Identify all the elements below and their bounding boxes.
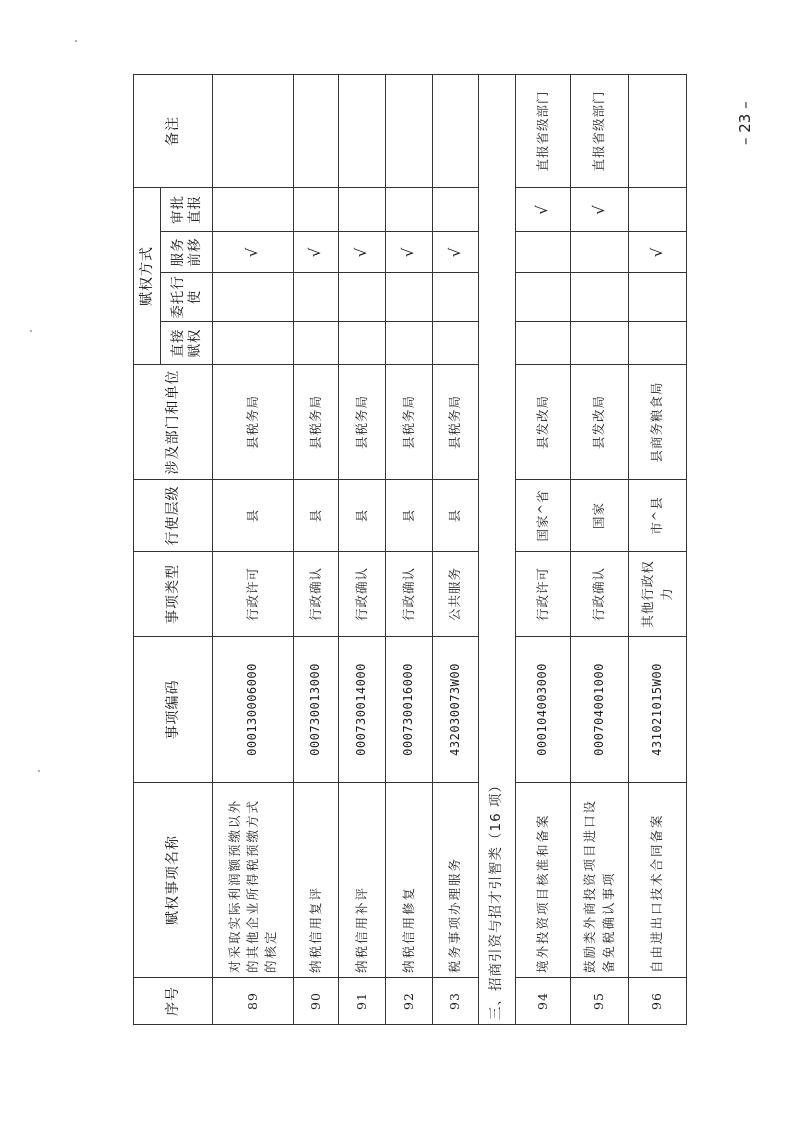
header-seq: 序号 <box>134 978 213 1025</box>
cell-name: 纳税信用补评 <box>339 783 386 978</box>
section-row <box>479 75 516 1025</box>
cell-code: 000730014000 <box>339 637 386 783</box>
cell-dept: 县发改局 <box>516 365 571 480</box>
cell-level: 县 <box>213 480 294 552</box>
cell-dept: 县发改局 <box>571 365 629 480</box>
cell-level: 县 <box>294 480 339 552</box>
cell-method-service: √ <box>629 232 687 273</box>
cell-name: 自由进出口技术合同备案 <box>629 783 687 978</box>
cell-type: 行政确认 <box>339 552 386 637</box>
cell-type: 公共服务 <box>433 552 479 637</box>
header-method-entrust: 委托行使 <box>161 273 213 322</box>
scan-speck <box>30 330 32 332</box>
cell-name: 纳税信用修复 <box>386 783 433 978</box>
cell-method-direct <box>294 322 339 365</box>
cell-level: 国家^省 <box>516 480 571 552</box>
cell-method-service <box>516 232 571 273</box>
cell-method-report <box>433 188 479 232</box>
cell-method-report <box>294 188 339 232</box>
table-row <box>629 75 687 1025</box>
cell-method-report <box>339 188 386 232</box>
cell-dept: 县税务局 <box>213 365 294 480</box>
cell-method-entrust <box>213 273 294 322</box>
page-number: – 23 – <box>736 101 754 145</box>
cell-method-entrust <box>516 273 571 322</box>
header-name: 赋权事项名称 <box>134 783 213 978</box>
cell-name: 纳税信用复评 <box>294 783 339 978</box>
cell-dept: 县商务粮食局 <box>629 365 687 480</box>
section-title: 三、招商引资与招才引智类（16 项） <box>479 75 516 1025</box>
cell-name: 鼓励类外商投资项目进口设备免税确认事项 <box>571 783 629 978</box>
cell-method-direct <box>339 322 386 365</box>
cell-code: 000730016000 <box>386 637 433 783</box>
cell-method-report: √ <box>571 188 629 232</box>
cell-remark <box>294 75 339 188</box>
cell-method-entrust <box>339 273 386 322</box>
cell-method-entrust <box>629 273 687 322</box>
table-row <box>386 75 433 1025</box>
cell-remark <box>629 75 687 188</box>
cell-method-report <box>213 188 294 232</box>
cell-method-direct <box>516 322 571 365</box>
cell-level: 县 <box>339 480 386 552</box>
cell-level: 县 <box>433 480 479 552</box>
cell-code: 000130006000 <box>213 637 294 783</box>
cell-name: 税务事项办理服务 <box>433 783 479 978</box>
cell-dept: 县税务局 <box>294 365 339 480</box>
cell-seq: 96 <box>629 978 687 1025</box>
cell-type: 其他行政权力 <box>629 552 687 637</box>
cell-type: 行政确认 <box>571 552 629 637</box>
cell-method-direct <box>213 322 294 365</box>
cell-code: 431021015W00 <box>629 637 687 783</box>
cell-method-service: √ <box>213 232 294 273</box>
cell-dept: 县税务局 <box>386 365 433 480</box>
table-row <box>339 75 386 1025</box>
cell-type: 行政确认 <box>386 552 433 637</box>
header-method-service: 服务前移 <box>161 232 213 273</box>
cell-type: 行政许可 <box>213 552 294 637</box>
cell-name: 境外投资项目核准和备案 <box>516 783 571 978</box>
cell-remark: 直报省级部门 <box>516 75 571 188</box>
empowerment-table <box>133 74 687 1025</box>
cell-method-entrust <box>294 273 339 322</box>
cell-remark <box>213 75 294 188</box>
cell-level: 县 <box>386 480 433 552</box>
cell-remark <box>433 75 479 188</box>
cell-remark: 直报省级部门 <box>571 75 629 188</box>
cell-seq: 94 <box>516 978 571 1025</box>
cell-method-entrust <box>571 273 629 322</box>
scan-speck <box>38 770 40 772</box>
header-code: 事项编码 <box>134 637 213 783</box>
cell-seq: 89 <box>213 978 294 1025</box>
rotated-table-sheet <box>133 75 686 1025</box>
header-type: 事项类型 <box>134 552 213 637</box>
cell-method-report <box>629 188 687 232</box>
cell-code: 000704001000 <box>571 637 629 783</box>
cell-level: 市^县 <box>629 480 687 552</box>
cell-code: 432030073W00 <box>433 637 479 783</box>
cell-method-service: √ <box>294 232 339 273</box>
cell-method-entrust <box>433 273 479 322</box>
cell-method-service: √ <box>386 232 433 273</box>
cell-remark <box>386 75 433 188</box>
header-remark: 备注 <box>134 75 213 188</box>
cell-dept: 县税务局 <box>433 365 479 480</box>
header-level: 行使层级 <box>134 480 213 552</box>
cell-seq: 95 <box>571 978 629 1025</box>
cell-code: 000104003000 <box>516 637 571 783</box>
cell-name: 对采取实际利润额预缴以外的其他企业所得税预缴方式的核定 <box>213 783 294 978</box>
cell-remark <box>339 75 386 188</box>
header-method-direct: 直接赋权 <box>161 322 213 365</box>
cell-method-direct <box>386 322 433 365</box>
cell-seq: 92 <box>386 978 433 1025</box>
cell-method-direct <box>629 322 687 365</box>
cell-dept: 县税务局 <box>339 365 386 480</box>
cell-method-service: √ <box>433 232 479 273</box>
table-row <box>571 75 629 1025</box>
cell-code: 000730013000 <box>294 637 339 783</box>
header-dept: 涉及部门和单位 <box>134 365 213 480</box>
scan-speck <box>75 40 77 42</box>
cell-seq: 91 <box>339 978 386 1025</box>
table-row <box>433 75 479 1025</box>
cell-type: 行政确认 <box>294 552 339 637</box>
table-row <box>516 75 571 1025</box>
cell-type: 行政许可 <box>516 552 571 637</box>
header-method: 赋权方式 <box>134 188 161 365</box>
cell-method-report <box>386 188 433 232</box>
cell-seq: 90 <box>294 978 339 1025</box>
cell-method-report: √ <box>516 188 571 232</box>
cell-method-service <box>571 232 629 273</box>
table-row <box>213 75 294 1025</box>
cell-level: 国家 <box>571 480 629 552</box>
cell-seq: 93 <box>433 978 479 1025</box>
cell-method-service: √ <box>339 232 386 273</box>
table-row <box>294 75 339 1025</box>
cell-method-direct <box>571 322 629 365</box>
header-method-report: 审批直报 <box>161 188 213 232</box>
cell-method-direct <box>433 322 479 365</box>
cell-method-entrust <box>386 273 433 322</box>
